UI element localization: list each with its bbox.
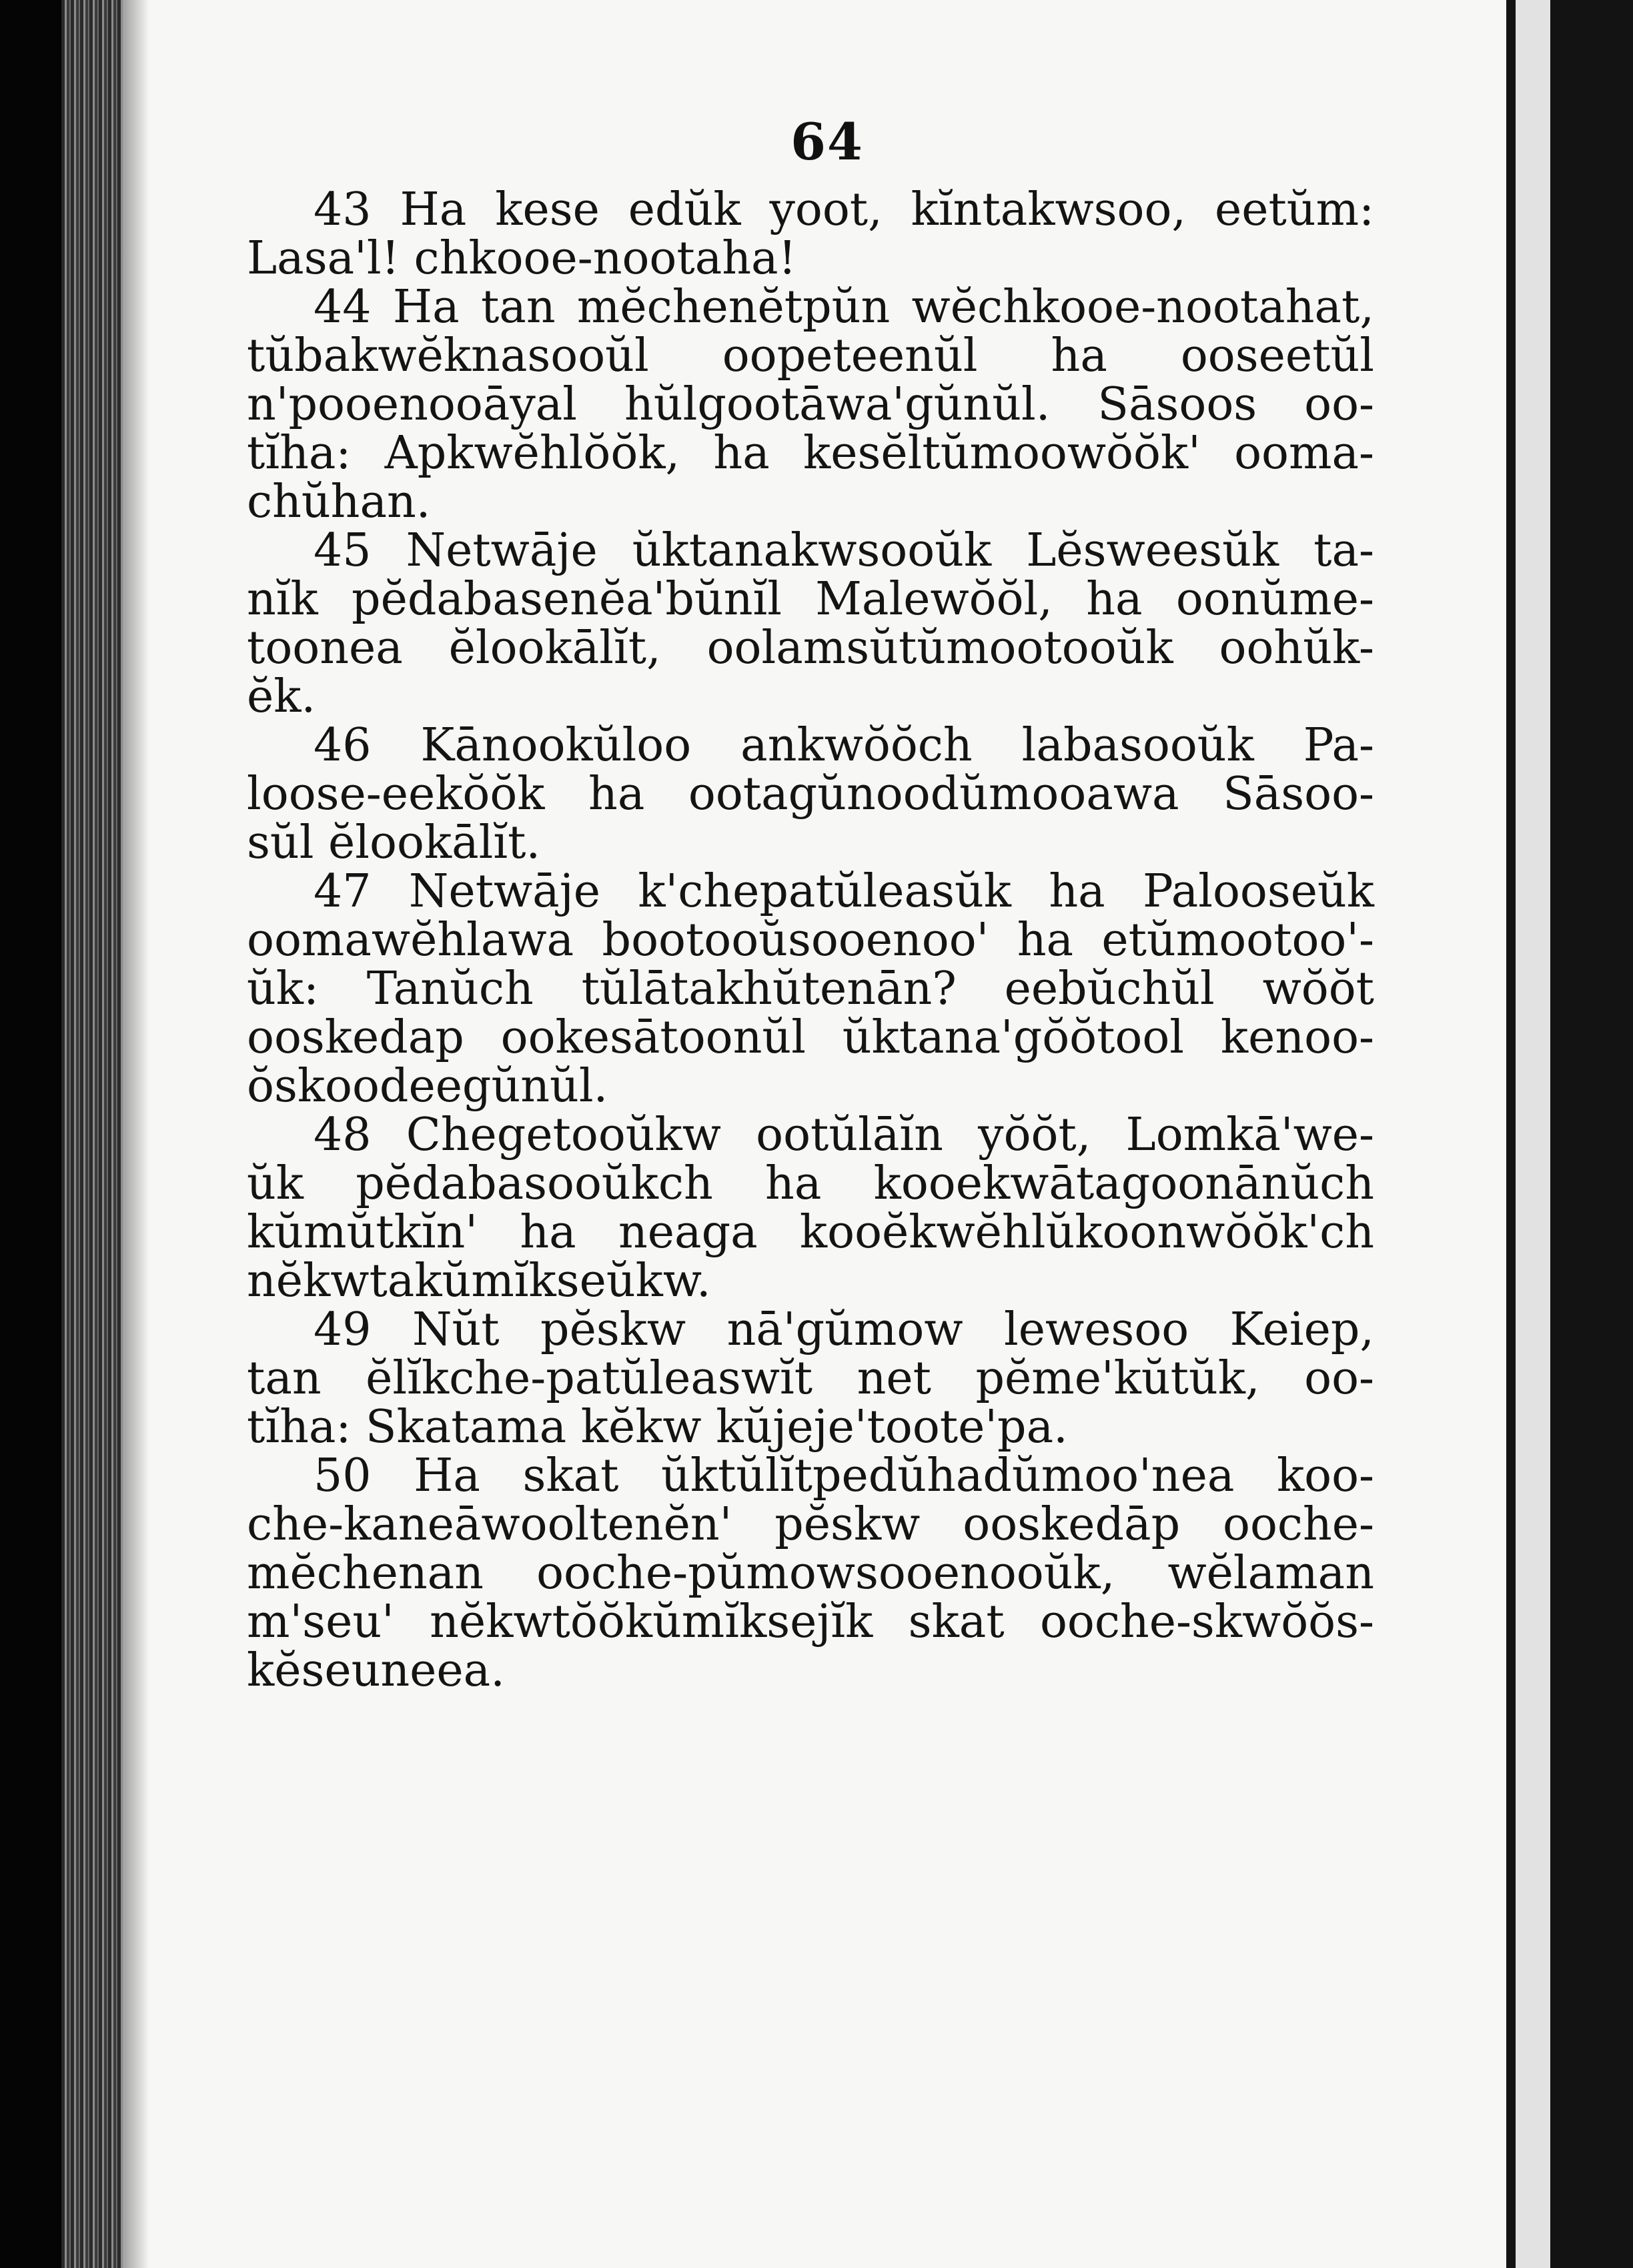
verse-line: ooskedap ookesātoonŭl ŭktana'gŏŏtool kenoo- [247,1011,1374,1064]
verse-line: loose-eekŏŏk ha ootagŭnoodŭmooawa Sāsoo- [247,768,1374,820]
verse-line: chŭhan. [247,476,431,528]
verse-line-text: Netwāje k'chepatŭleasŭk ha Palooseŭk [408,865,1374,918]
verse-line: kĕseuneea. [247,1644,505,1697]
verse-line: ĕk. [247,670,316,723]
verse-first-line [247,283,1374,332]
verse-line-text: Ha skat ŭktŭlĭtpedŭhadŭmoo'nea koo- [414,1450,1375,1502]
verse-first-line [247,185,1374,234]
verse-number: 43 [314,183,372,236]
verse-number: 47 [314,865,372,918]
verse-line: tĭha: Skatama kĕkw kŭjeje'toote'pa. [247,1401,1068,1454]
verse-line: Lasa'l! chkooe-nootaha! [247,232,796,285]
verse-line-text: Ha tan mĕchenĕtpŭn wĕchkooe-nootahat, [392,281,1374,334]
verse-line: ŭk: Tanŭch tŭlātakhŭtenān? eebŭchŭl wŏŏt [247,963,1374,1015]
gutter-shadow [123,0,149,2268]
verse-line: toonea ĕlookālĭt, oolamsŭtŭmootooŭk oohŭk- [247,622,1374,674]
verse-line: oomawĕhlawa bootooŭsooenoo' ha etŭmootoo'- [247,914,1374,967]
verse-first-line [247,1305,1374,1354]
verse-first-line [247,1111,1374,1159]
verse-line-text: Ha kese edŭk yoot, kĭntakwsoo, eetŭm: [400,183,1374,236]
dark-margin [0,0,61,2268]
verse-line-text: Kānookŭloo ankwŏŏch labasooŭk Pa- [420,719,1374,772]
verse-first-line [247,526,1374,575]
verse-number: 44 [314,281,372,334]
verse-first-line [247,721,1374,770]
page-number: 64 [790,112,864,171]
verse-first-line [247,1452,1374,1500]
verse-line: nĭk pĕdabasenĕa'bŭnĭl Malewŏŏl, ha oonŭme- [247,573,1374,626]
verse-first-line [247,867,1374,916]
verse-line: kŭmŭtkĭn' ha neaga kooĕkwĕhlŭkoonwŏŏk'ch [247,1206,1374,1259]
verse-line: che-kaneāwooltenĕn' pĕskw ooskedāp ooche- [247,1498,1374,1551]
verse-line: m'seu' nĕkwtŏŏkŭmĭksejĭk skat ooche-skwŏŏs- [247,1596,1374,1648]
verse-line-text: Nŭt pĕskw nā'gŭmow lewesoo Keiep, [412,1303,1374,1356]
verse-number: 45 [314,524,372,577]
verse-line: tĭha: Apkwĕhlŏŏk, ha kesĕltŭmoowŏŏk' ooma- [247,427,1374,480]
verse-line-text: Netwāje ŭktanakwsooŭk Lĕsweesŭk ta- [406,524,1374,577]
verse-line-text: Chegetooŭkw ootŭlāĭn yŏŏt, Lomkā'we- [406,1109,1374,1161]
verse-text-block [247,185,1374,1695]
verse-line: sŭl ĕlookālĭt. [247,816,541,869]
verse-line: tan ĕlĭkche-patŭleaswĭt net pĕme'kŭtŭk, oo- [247,1352,1374,1405]
verse-line: ŭk pĕdabasooŭkch ha kooekwātagoonānŭch [247,1157,1374,1210]
next-leaf-paper [1516,0,1550,2268]
verse-number: 49 [314,1303,372,1356]
book-fore-edge [61,0,123,2268]
verse-number: 50 [314,1450,372,1502]
verse-line: n'pooenooāyal hŭlgootāwa'gŭnŭl. Sāsoos oo- [247,378,1374,431]
verse-number: 46 [314,719,372,772]
verse-line: mĕchenan ooche-pŭmowsooenooŭk, wĕlaman [247,1547,1374,1600]
verse-line: tŭbakwĕknasooŭl oopeteenŭl ha ooseetŭl [247,330,1374,382]
verse-line: ŏskoodeegŭnŭl. [247,1060,608,1113]
verse-line: nĕkwtakŭmĭkseŭkw. [247,1255,711,1307]
verse-number: 48 [314,1109,372,1161]
